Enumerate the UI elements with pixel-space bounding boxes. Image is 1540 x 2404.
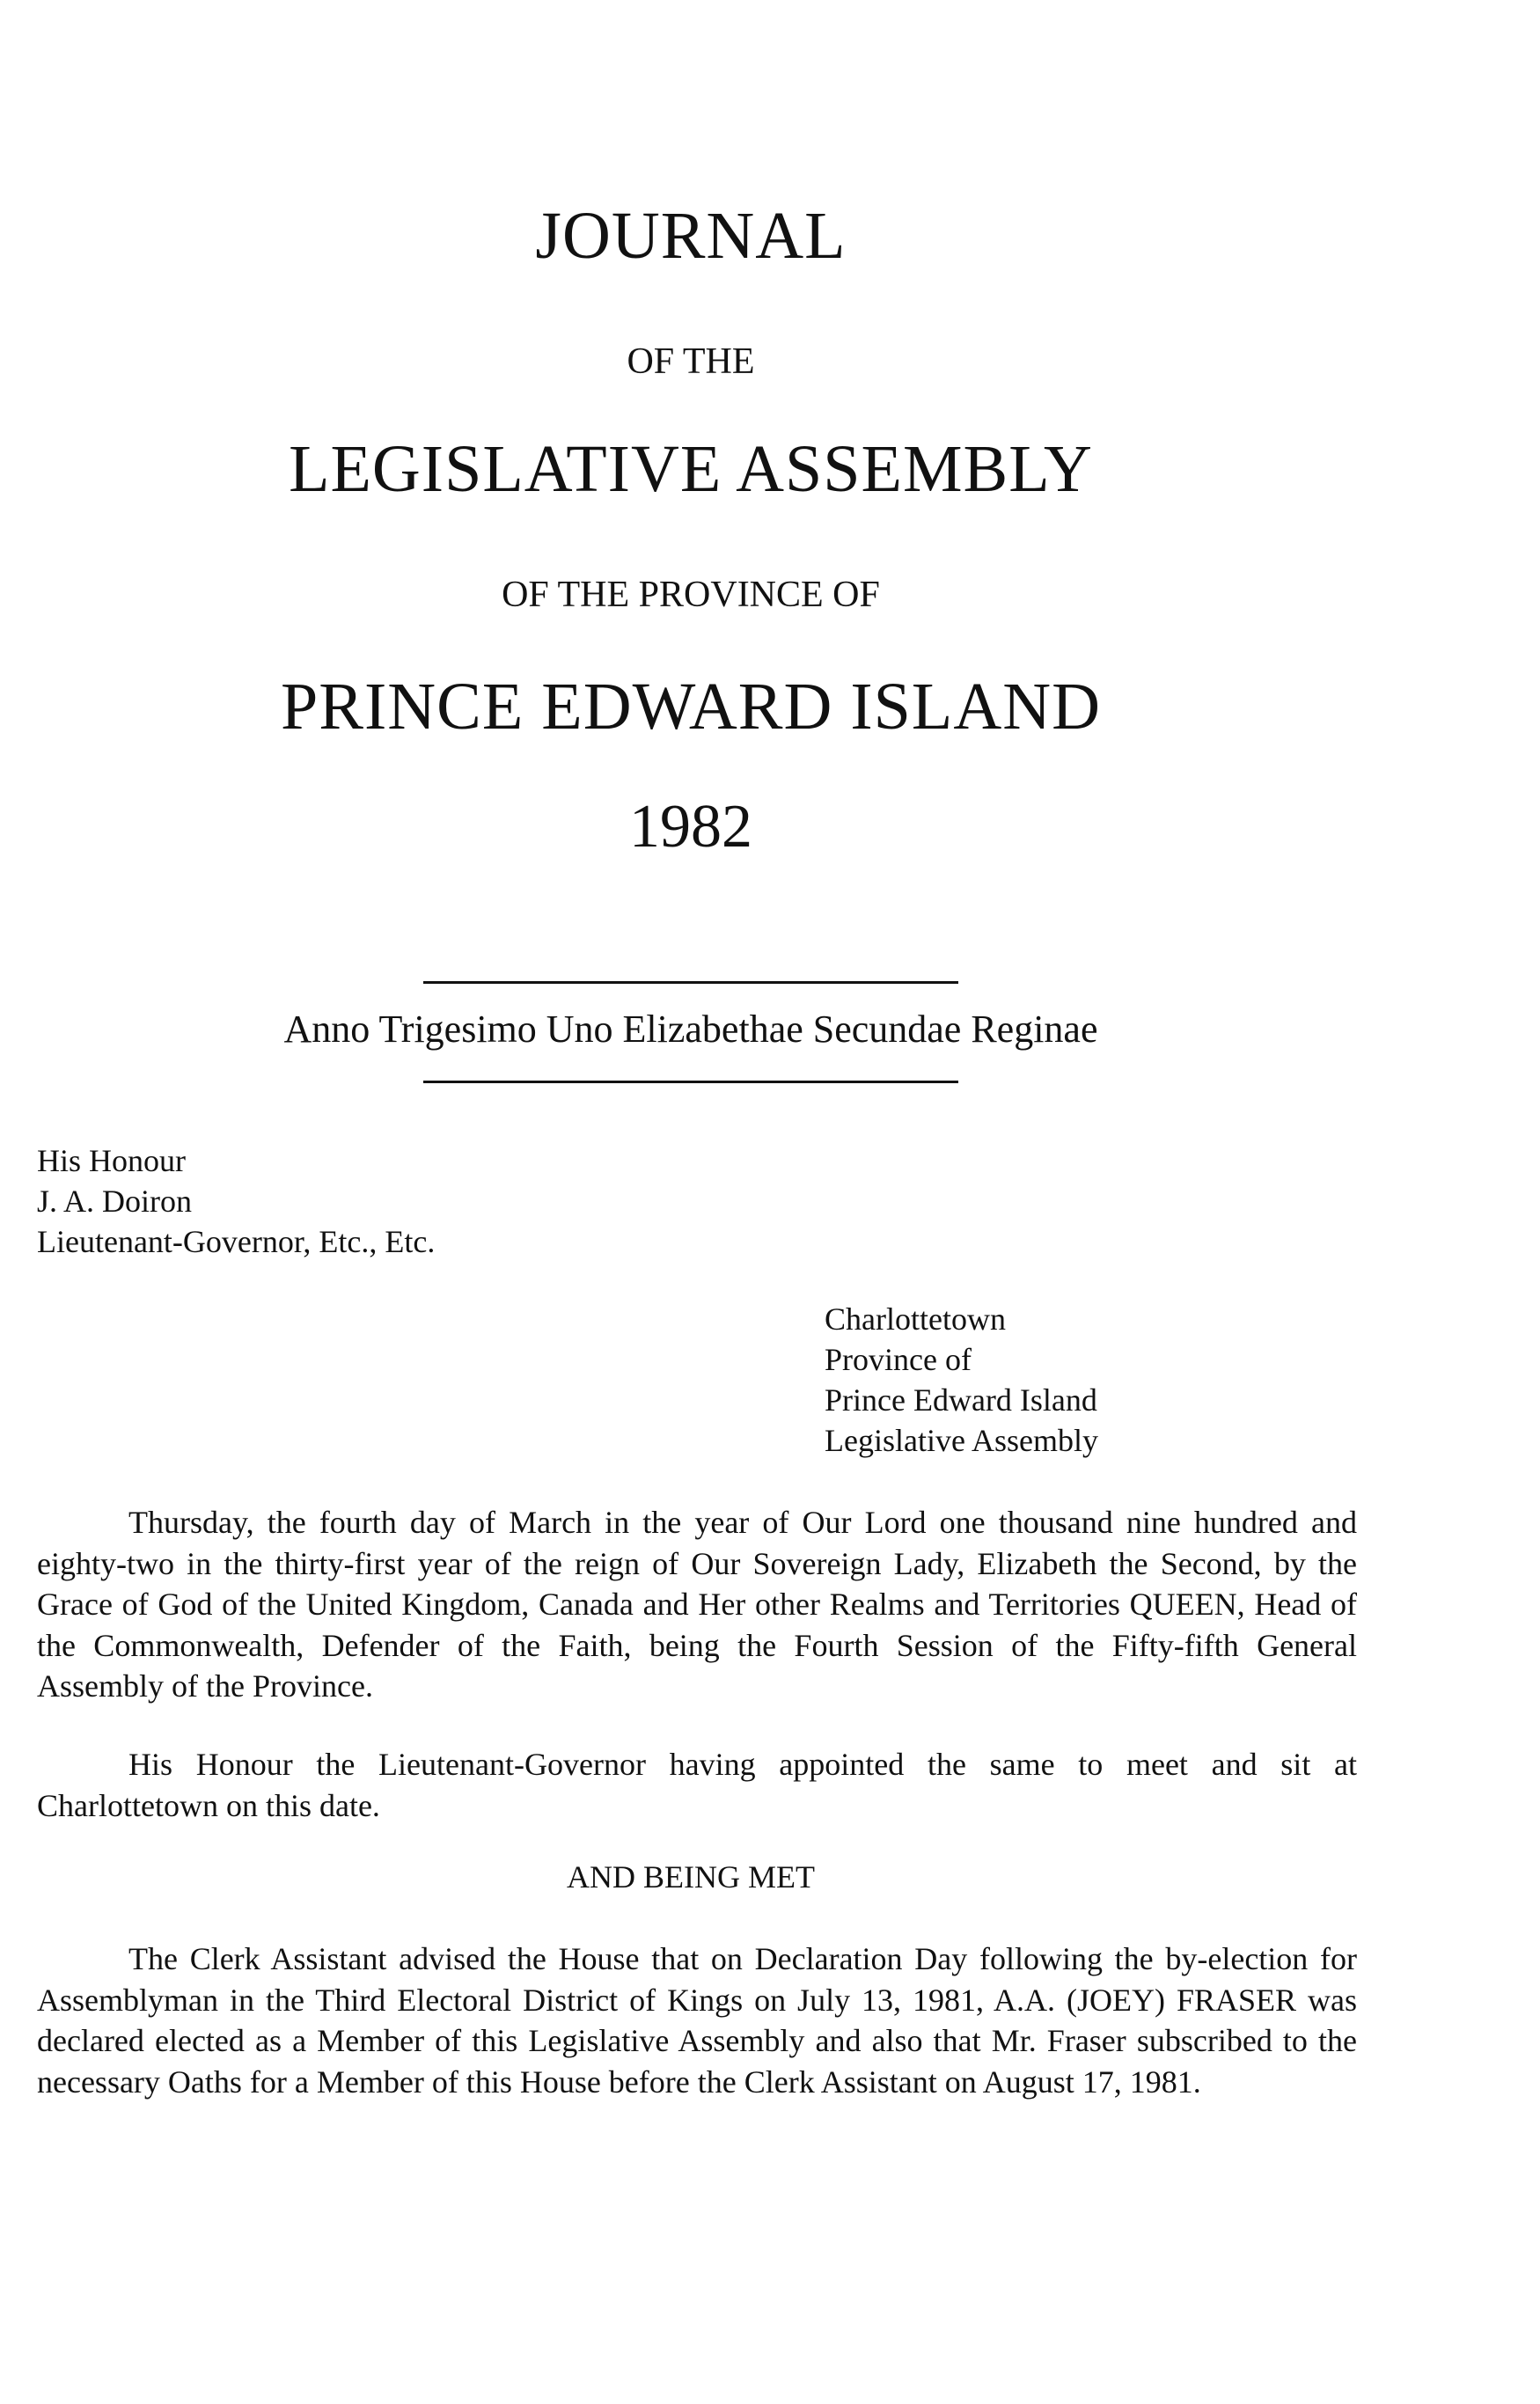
place-line: Province of xyxy=(825,1342,972,1377)
province-title: PRINCE EDWARD ISLAND xyxy=(281,670,1101,744)
year-title: 1982 xyxy=(629,793,752,861)
addressee-line: His Honour xyxy=(37,1143,186,1178)
clerk-paragraph: The Clerk Assistant advised the House that on Declaration Day following the by-election for Assemblyman in the Third Electoral District of Kings on July 13, 1981, A.A. (JOEY) FRASER was declared elected as a Member of this Legislative Assembly and also that Mr. Fraser subscribed to the necessary Oaths for a Member of this House before the Clerk Assistant on August 17, 1981. xyxy=(37,1941,1357,2100)
appointment-paragraph: His Honour the Lieutenant-Governor having appointed the same to meet and sit at Charlottetown on this date. xyxy=(37,1747,1357,1823)
place-line: Prince Edward Island xyxy=(825,1382,1097,1418)
journal-title: JOURNAL xyxy=(535,199,847,273)
place-line: Charlottetown xyxy=(825,1301,1006,1337)
assembly-title: LEGISLATIVE ASSEMBLY xyxy=(289,432,1093,506)
addressee-line: J. A. Doiron xyxy=(37,1184,193,1219)
and-being-met-heading: AND BEING MET xyxy=(567,1859,815,1895)
of-the-province-label: OF THE PROVINCE OF xyxy=(502,575,880,615)
place-line: Legislative Assembly xyxy=(825,1423,1098,1458)
addressee-line: Lieutenant-Governor, Etc., Etc. xyxy=(37,1224,436,1259)
place-block xyxy=(825,1299,1098,1461)
opening-paragraph: Thursday, the fourth day of March in the year of Our Lord one thousand nine hundred and eighty-two in the thirty-first year of the reign of Our Sovereign Lady, Elizabeth the Second, by the Grace of God of the United Kingdom, Canada and Her other Realms and Territories QUEEN, Head of the Commonwealth, Defender of the Faith, being the Fourth Session of the Fifty-fifth General Assembly of the Province. xyxy=(37,1505,1357,1704)
top-rule xyxy=(423,981,958,984)
bottom-rule xyxy=(423,1081,958,1083)
latin-regnal-line: Anno Trigesimo Uno Elizabethae Secundae Reginae xyxy=(283,1008,1098,1051)
of-the-label: OF THE xyxy=(627,341,755,382)
addressee-block xyxy=(37,1140,435,1262)
